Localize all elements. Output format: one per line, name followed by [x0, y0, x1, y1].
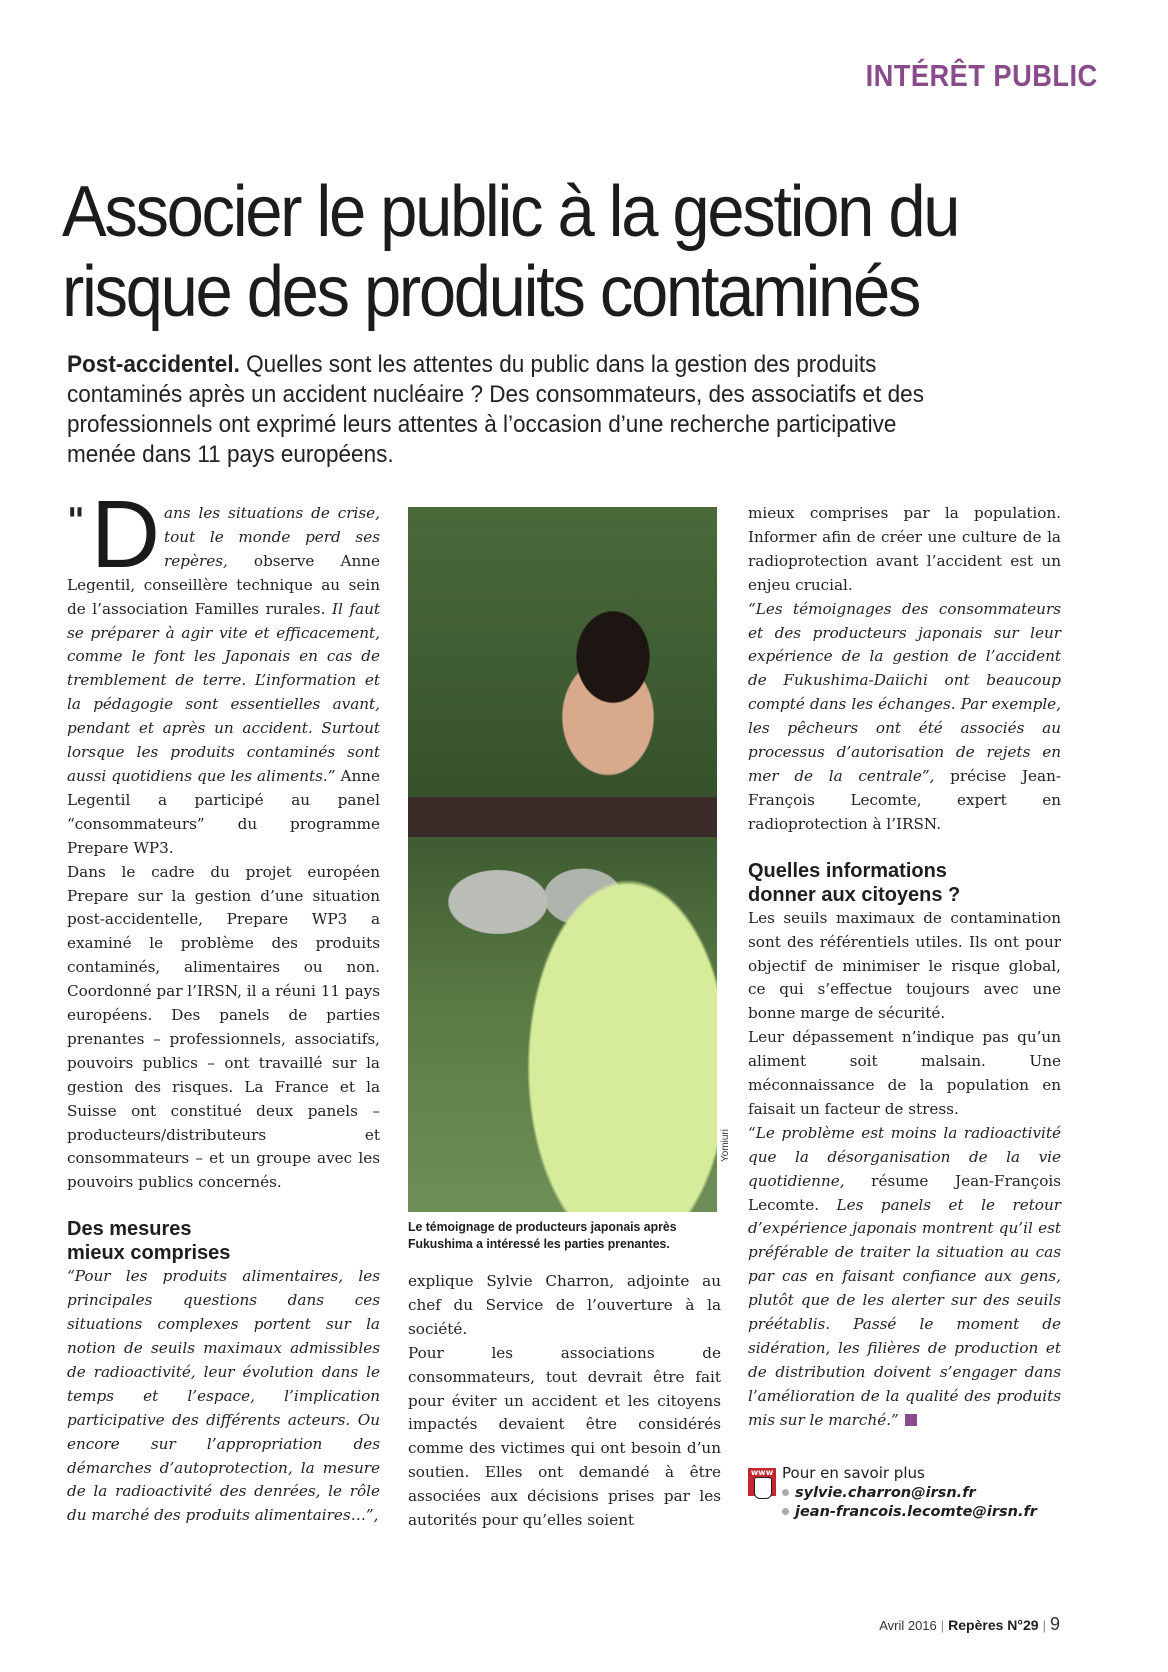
body-text: observe Anne Legentil, conseillère technique au sein de l’association Familles rurales.: [67, 551, 380, 618]
paragraph: Leur dépassement n’indique pas qu’un aliment soit malsain. Une méconnaissance de la population en faisait un facteur de stress.: [748, 1028, 1061, 1118]
photo-credit: Yomiuri: [720, 1129, 731, 1162]
contact-list: [782, 1484, 1037, 1522]
photo-caption: Le témoignage de producteurs japonais après Fukushima a intéressé les parties prenantes.: [408, 1219, 677, 1251]
end-mark-icon: [905, 1414, 917, 1426]
paragraph: Pour les associations de consommateurs, tout devrait être fait pour éviter un accident et les citoyens impactés devaient être considérés comme des victimes qui ont besoin d’un soutien. Elles ont demandé à être associées aux décisions prises par les autorités pour qu’elles soient: [408, 1343, 721, 1530]
body-text: résume Jean-François Lecomte.: [748, 1171, 1061, 1214]
www-hand-cursor-icon: [748, 1468, 776, 1496]
quote-text: “Pour les produits alimentaires, les principales questions dans ces situations complexes portent sur la notion de seuils maximaux admissibles de radioactivité, leur évolution dans le temps et l’espace, l’implication participative des différents acteurs. Ou encore sur l’appropriation des démarches d’autoprotection, la mesure de la radioactivité des denrées, le rôle du marché des produits alimentaires…”,: [67, 1267, 380, 1525]
quote-text: “Les témoignages des consommateurs et des producteurs japonais sur leur expérience de la gestion de l’accident de Fukushima-Daiichi ont beaucoup compté dans les échanges. Par exemple, les pêcheurs ont été associés au processus d’autorisation de rejets en mer de la centrale”,: [748, 599, 1061, 785]
article-lead: [67, 350, 950, 470]
issue-date: Avril 2016: [879, 1618, 937, 1633]
hand-cursor-icon: [754, 1477, 772, 1499]
page-number: 9: [1049, 1614, 1060, 1634]
body-text: Anne Legentil a participé au panel “consommateurs” du programme Prepare WP3.: [67, 766, 380, 857]
article-title: [62, 172, 1085, 332]
lead-text: Quelles sont les attentes du public dans la gestion des produits contaminés après un accident nucléaire ? Des consommateurs, des associatifs et des professionnels ont exprimé leurs attentes à l’occasion d’une recherche participative menée dans 11 pays européens.: [67, 351, 924, 468]
lead-kicker: Post-accidentel.: [67, 351, 240, 378]
column-3: [748, 502, 1061, 1433]
paragraph: [748, 598, 1061, 837]
article-photo: [408, 507, 717, 1212]
subheading-informations: [748, 859, 1061, 907]
paragraph: [748, 1122, 1061, 1433]
www-icon-label: www: [750, 1468, 774, 1477]
quote-text: “Le problème est moins la radioactivité que la désorganisation de la vie quotidienne,: [748, 1123, 1061, 1190]
paragraph: Dans le cadre du projet européen Prepare sur la gestion d’une situation post-accidentelle, Prepare WP3 a examiné le problème des produits contaminés, alimentaires ou non. Coordonné par l’IRSN, il a réuni 11 pays européens. Des panels de parties prenantes – professionnels, associatifs, pouvoirs publics – ont travaillé sur la gestion des risques. La France et la Suisse ont constitué deux panels – producteurs/distributeurs et consommateurs – et un groupe avec les pouvoirs publics concernés.: [67, 862, 380, 1192]
section-label: INTÉRÊT PUBLIC: [866, 58, 1098, 93]
subheading-line: Des mesures: [67, 1218, 192, 1241]
title-line-1: Associer le public à la gestion du: [62, 172, 959, 252]
quote-mark-icon: ": [67, 501, 85, 541]
subheading-line: donner aux citoyens ?: [748, 883, 961, 906]
magazine-name: Repères N°29: [948, 1617, 1039, 1633]
page-footer: [879, 1614, 1060, 1635]
paragraph: [67, 481, 381, 861]
column-1: [67, 481, 381, 1528]
contact-email-link[interactable]: jean-francois.lecomte@irsn.fr: [782, 1503, 1037, 1522]
paragraph: mieux comprises par la population. Informer afin de créer une culture de la radioprotection avant l’accident est un enjeu crucial.: [748, 504, 1061, 594]
paragraph: explique Sylvie Charron, adjointe au chef du Service de l’ouverture à la société.: [408, 1272, 721, 1338]
more-info-title: Pour en savoir plus: [782, 1464, 925, 1482]
dropcap-block: [67, 481, 161, 588]
footer-separator: |: [1042, 1618, 1046, 1633]
subheading-line: mieux comprises: [67, 1242, 231, 1265]
body-text: précise Jean-François Lecomte, expert en radioprotection à l’IRSN.: [748, 766, 1061, 833]
column-2: [408, 1270, 721, 1533]
footer-separator: |: [940, 1618, 945, 1633]
quote-text: Il faut se préparer à agir vite et efficacement, comme le font les Japonais en cas de tremblement de terre. L’information et la pédagogie sont essentielles avant, pendant et après un accident. Surtout lorsque les produits contaminés sont aussi quotidiens que les aliments.”: [67, 599, 381, 785]
title-line-2: risque des produits contaminés: [62, 252, 920, 332]
subheading-line: Quelles informations: [748, 859, 947, 882]
contact-email-link[interactable]: sylvie.charron@irsn.fr: [782, 1484, 1037, 1503]
subheading-mesures: [67, 1217, 380, 1265]
paragraph: [67, 1265, 380, 1528]
quote-text: Les panels et le retour d’expérience japonais montrent qu’il est préférable de traiter la situation au cas par cas en faisant confiance aux gens, plutôt que de les alerter sur des seuils préétablis. Passé le moment de sidération, les filières de production et de distribution doivent s’engager dans l’amélioration de la qualité des produits mis sur le marché.”: [748, 1195, 1061, 1429]
dropcap-letter: D: [90, 481, 161, 588]
quote-text: ans les situations de crise, tout le monde perd ses repères,: [164, 504, 380, 570]
paragraph: Les seuils maximaux de contamination sont des référentiels utiles. Ils ont pour objectif de minimiser le risque global, ce qui s’effectue toujours avec une bonne marge de sécurité.: [748, 908, 1061, 1023]
